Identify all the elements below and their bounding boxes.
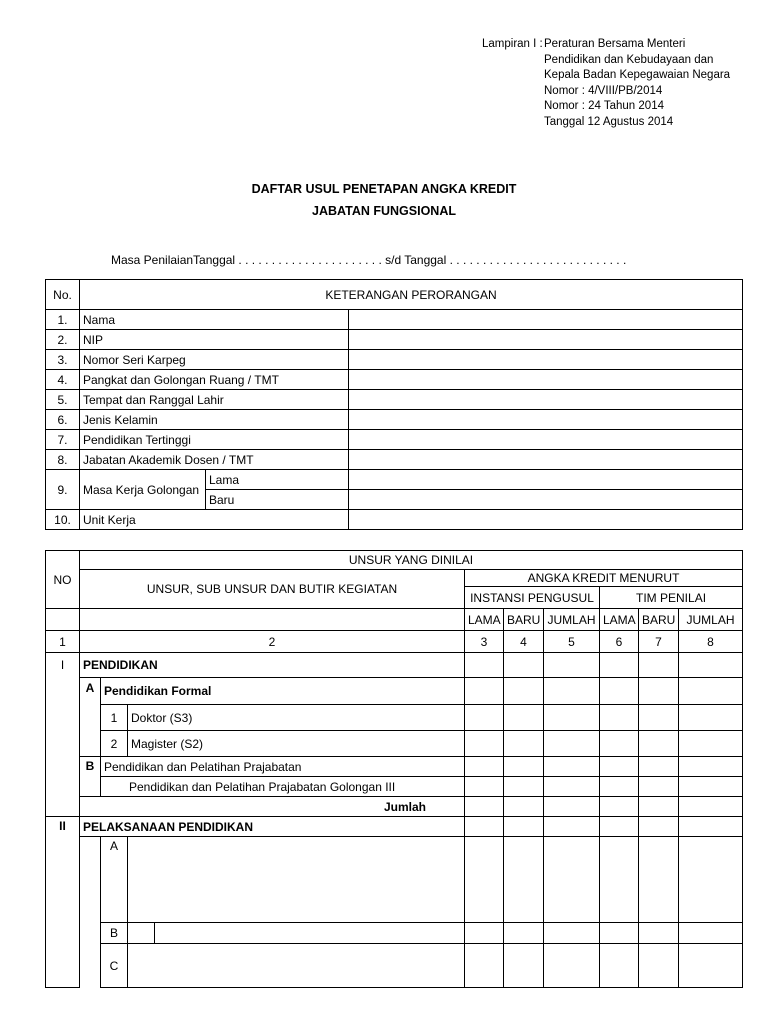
masa-kerja-lama-label: Lama <box>206 470 349 490</box>
subheader-jumlah: JUMLAH <box>544 609 600 631</box>
row-number: 10. <box>46 510 80 530</box>
row-label-masa-kerja: Masa Kerja Golongan <box>80 470 206 510</box>
row-number: 9. <box>46 470 80 510</box>
sub-unsur-pendidikan-formal: Pendidikan Formal <box>101 678 465 705</box>
column-number: 3 <box>465 631 504 653</box>
masa-kerja-baru-label: Baru <box>206 490 349 510</box>
lampiran-line: Tanggal 12 Agustus 2014 <box>544 115 674 128</box>
jumlah-label: Jumlah <box>80 797 465 817</box>
row-number: 6. <box>46 410 80 430</box>
subheader-lama: LAMA <box>465 609 504 631</box>
sub-unsur-letter: B <box>101 923 128 944</box>
sub-unsur-letter: C <box>101 944 128 988</box>
column-number: 1 <box>46 631 80 653</box>
value-cell-unit-kerja[interactable] <box>349 510 743 530</box>
item-doktor: Doktor (S3) <box>128 705 465 731</box>
unsur-table <box>45 550 743 988</box>
row-label-unit-kerja: Unit Kerja <box>80 510 349 530</box>
value-cell-jenis-kelamin[interactable] <box>349 410 743 430</box>
header-angka-kredit: ANGKA KREDIT MENURUT <box>465 570 743 587</box>
column-number: 4 <box>504 631 544 653</box>
header-tim-penilai: TIM PENILAI <box>600 587 743 609</box>
item-prajabatan-golongan-iii: Pendidikan dan Pelatihan Prajabatan Golongan III <box>101 777 465 797</box>
sub-unsur-letter: A <box>101 837 128 923</box>
value-cell-karpeg[interactable] <box>349 350 743 370</box>
value-cell-masa-kerja-baru[interactable] <box>349 490 743 510</box>
subheader-baru: BARU <box>504 609 544 631</box>
row-label-jenis-kelamin: Jenis Kelamin <box>80 410 349 430</box>
masa-penilaian: Masa PenilaianTanggal . . . . . . . . . . . . . . . . . . . . . . s/d Tanggal . . . . . . . . . . . . . . . . . . . . . . . . . . . <box>111 253 627 267</box>
row-number: 5. <box>46 390 80 410</box>
row-label-karpeg: Nomor Seri Karpeg <box>80 350 349 370</box>
row-label-tempat-lahir: Tempat dan Ranggal Lahir <box>80 390 349 410</box>
personal-info-table <box>45 279 743 530</box>
section-title-pendidikan: PENDIDIKAN <box>80 653 465 678</box>
value-cell-jabatan[interactable] <box>349 450 743 470</box>
subheader-baru: BARU <box>639 609 679 631</box>
column-number: 8 <box>679 631 743 653</box>
section-title-pelaksanaan: PELAKSANAAN PENDIDIKAN <box>80 817 465 837</box>
lampiran-line: Nomor : 4/VIII/PB/2014 <box>544 84 663 97</box>
value-cell-nama[interactable] <box>349 310 743 330</box>
row-number: 1. <box>46 310 80 330</box>
lampiran-label: Lampiran I : <box>482 38 543 50</box>
sub-unsur-letter: A <box>80 678 101 757</box>
row-label-jabatan: Jabatan Akademik Dosen / TMT <box>80 450 349 470</box>
document-title: DAFTAR USUL PENETAPAN ANGKA KREDIT <box>251 182 517 196</box>
item-number: 1 <box>101 705 128 731</box>
lampiran-line: Pendidikan dan Kebudayaan dan <box>544 53 714 66</box>
header-kegiatan: UNSUR, SUB UNSUR DAN BUTIR KEGIATAN <box>80 570 465 609</box>
column-number: 2 <box>80 631 465 653</box>
header-instansi-pengusul: INSTANSI PENGUSUL <box>465 587 600 609</box>
header-no: NO <box>46 551 80 609</box>
row-number: 2. <box>46 330 80 350</box>
value-cell-pangkat[interactable] <box>349 370 743 390</box>
subheader-lama: LAMA <box>600 609 639 631</box>
value-cell-pendidikan[interactable] <box>349 430 743 450</box>
column-number: 7 <box>639 631 679 653</box>
section-number: II <box>46 817 80 988</box>
column-number: 6 <box>600 631 639 653</box>
section-number: I <box>46 653 80 817</box>
header-no: No. <box>46 280 80 310</box>
lampiran-line: Peraturan Bersama Menteri <box>544 38 686 50</box>
value-cell-masa-kerja-lama[interactable] <box>349 470 743 490</box>
lampiran-block <box>482 37 730 131</box>
row-label-nama: Nama <box>80 310 349 330</box>
item-number: 2 <box>101 731 128 757</box>
row-number: 4. <box>46 370 80 390</box>
row-label-pangkat: Pangkat dan Golongan Ruang / TMT <box>80 370 349 390</box>
row-number: 3. <box>46 350 80 370</box>
sub-unsur-letter: B <box>80 757 101 797</box>
row-label-nip: NIP <box>80 330 349 350</box>
header-keterangan: KETERANGAN PERORANGAN <box>80 280 743 310</box>
lampiran-line: Nomor : 24 Tahun 2014 <box>544 100 664 113</box>
sub-unsur-prajabatan: Pendidikan dan Pelatihan Prajabatan <box>101 757 465 777</box>
document-subtitle: JABATAN FUNGSIONAL <box>312 204 456 218</box>
item-magister: Magister (S2) <box>128 731 465 757</box>
lampiran-line: Kepala Badan Kepegawaian Negara <box>544 69 731 82</box>
row-label-pendidikan: Pendidikan Tertinggi <box>80 430 349 450</box>
header-unsur-dinilai: UNSUR YANG DINILAI <box>80 551 743 570</box>
column-number: 5 <box>544 631 600 653</box>
subheader-jumlah: JUMLAH <box>679 609 743 631</box>
value-cell-tempat-lahir[interactable] <box>349 390 743 410</box>
value-cell-nip[interactable] <box>349 330 743 350</box>
row-number: 7. <box>46 430 80 450</box>
row-number: 8. <box>46 450 80 470</box>
